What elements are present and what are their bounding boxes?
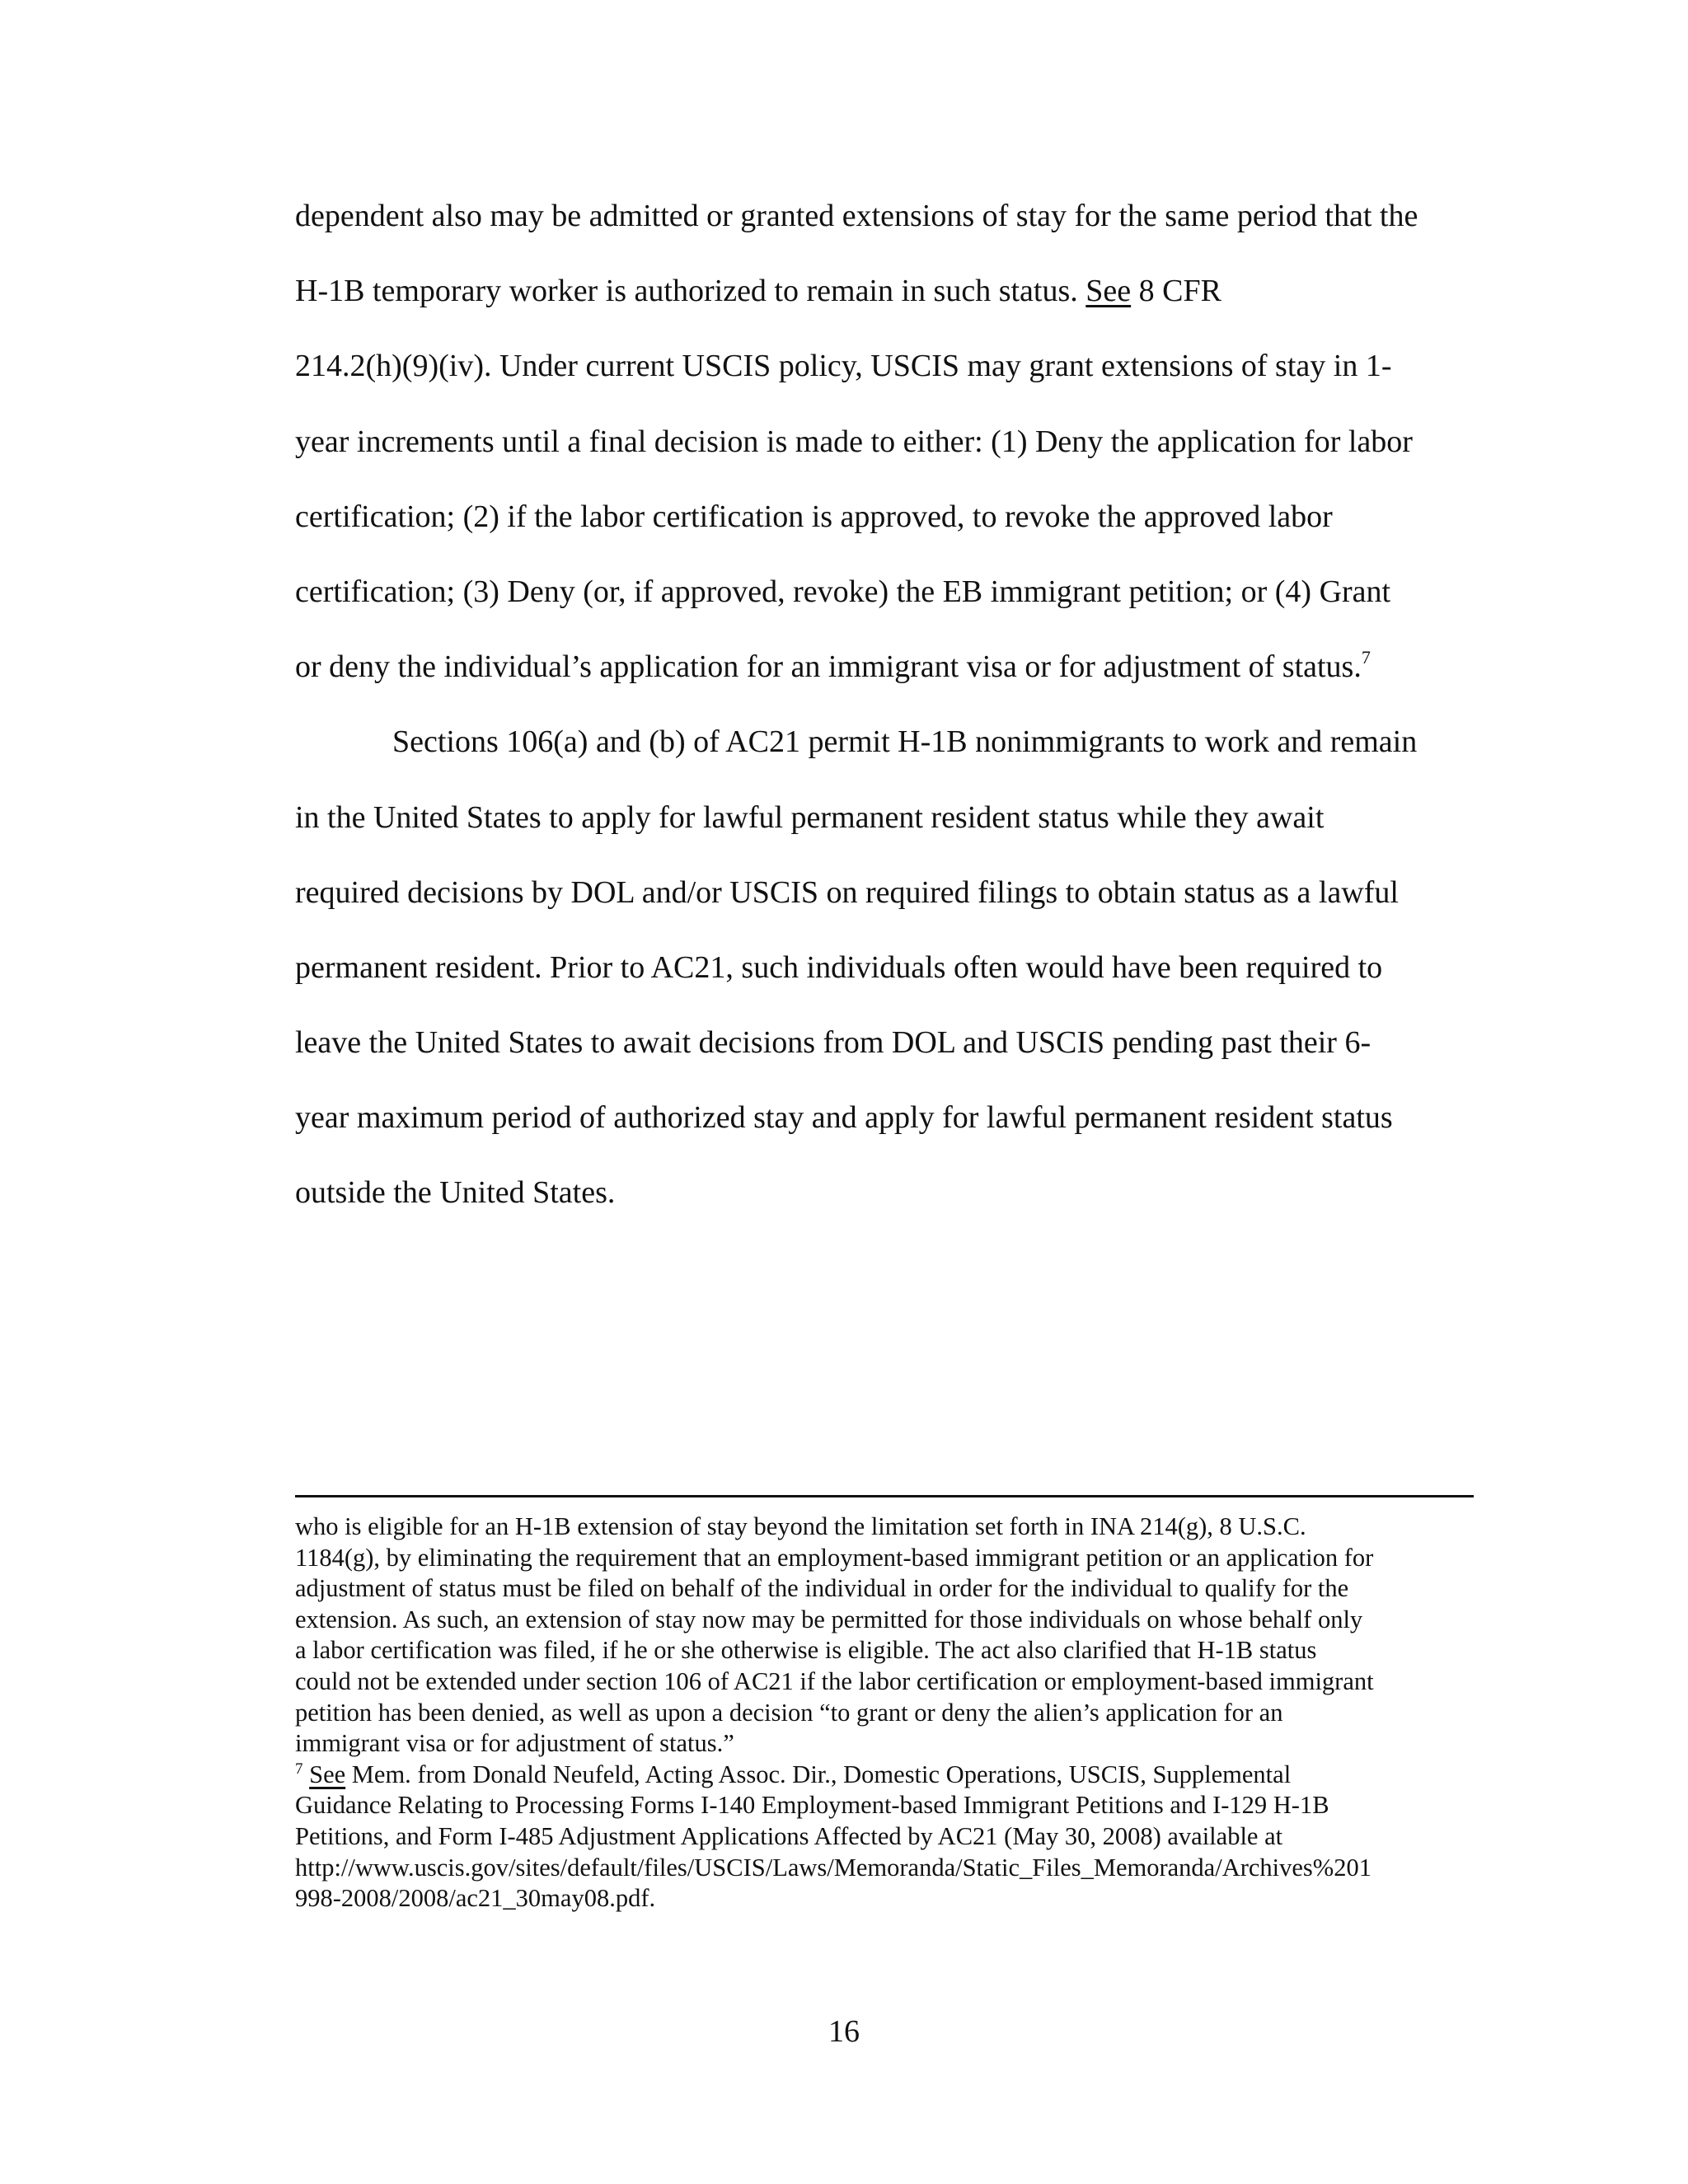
- text-run: 214.2(h)(9)(iv). Under current USCIS policy, USCIS may grant extensions of stay in 1-: [295, 349, 1392, 384]
- body-line: [295, 868, 1474, 943]
- text-run: immigrant visa or for adjustment of status.”: [295, 1729, 734, 1758]
- body-line: [295, 417, 1474, 492]
- see-citation-signal: See: [1085, 274, 1132, 309]
- text-run: year increments until a final decision is made to either: (1) Deny the application for labor: [295, 424, 1413, 459]
- text-run: leave the United States to await decisions from DOL and USCIS pending past their 6-: [295, 1025, 1372, 1061]
- text-run: year maximum period of authorized stay and apply for lawful permanent resident status: [295, 1100, 1393, 1136]
- body-line: [295, 642, 1474, 717]
- text-run: could not be extended under section 106 of AC21 if the labor certification or employment-based immigrant: [295, 1666, 1374, 1695]
- body-line: [295, 717, 1474, 792]
- footnote-line: [295, 1853, 1482, 1884]
- text-run: H-1B temporary worker is authorized to remain in such status.: [295, 274, 1086, 309]
- footnote-line: [295, 1821, 1482, 1853]
- text-run: dependent also may be admitted or granted extensions of stay for the same period that the: [295, 199, 1418, 233]
- body-text: [295, 191, 1474, 1244]
- text-run: extension. As such, an extension of stay now may be permitted for those individuals on whose behalf only: [295, 1605, 1363, 1633]
- body-line: [295, 492, 1474, 567]
- text-run: who is eligible for an H-1B extension of stay beyond the limitation set forth in INA 214(g), 8 U.S.C.: [295, 1512, 1306, 1540]
- text-run: 8 CFR: [1131, 274, 1221, 309]
- footnote-line: [295, 1698, 1482, 1729]
- footnote-line: [295, 1635, 1482, 1666]
- footnote-line: [295, 1790, 1482, 1821]
- text-run: in the United States to apply for lawful permanent resident status while they await: [295, 799, 1325, 835]
- footnote-line: [295, 1728, 1482, 1760]
- footnote-line: [295, 1543, 1482, 1574]
- body-line: [295, 793, 1474, 868]
- footnotes: [295, 1511, 1482, 1915]
- footnote-number: 7: [295, 1760, 303, 1778]
- footnote-line: [295, 1666, 1482, 1698]
- text-run: certification; (3) Deny (or, if approved, revoke) the EB immigrant petition; or (4) Grant: [295, 574, 1391, 609]
- text-run: petition has been denied, as well as upon a decision “to grant or deny the alien’s application for an: [295, 1698, 1283, 1727]
- body-line: [295, 191, 1474, 266]
- text-run: Guidance Relating to Processing Forms I-140 Employment-based Immigrant Petitions and I-129 H-1B: [295, 1791, 1329, 1820]
- footnote-line: [295, 1511, 1482, 1543]
- text-run: outside the United States.: [295, 1175, 616, 1211]
- footnote-separator: [295, 1495, 1474, 1497]
- page-number: 16: [828, 2014, 860, 2049]
- text-run: 1184(g), by eliminating the requirement that an employment-based immigrant petition or an application for: [295, 1543, 1374, 1572]
- text-run: permanent resident. Prior to AC21, such individuals often would have been required to: [295, 949, 1383, 985]
- text-run: certification; (2) if the labor certification is approved, to revoke the approved labor: [295, 499, 1333, 534]
- body-line: [295, 1018, 1474, 1093]
- text-run: or deny the individual’s application for an immigrant visa or for adjustment of status.: [295, 649, 1362, 685]
- body-line: [295, 341, 1474, 416]
- body-line: [295, 567, 1474, 642]
- text-run: Sections 106(a) and (b) of AC21 permit H-1B nonimmigrants to work and remain: [392, 724, 1418, 760]
- text-run: Petitions, and Form I-485 Adjustment Applications Affected by AC21 (May 30, 2008) available at: [295, 1821, 1283, 1850]
- text-run: required decisions by DOL and/or USCIS on required filings to obtain status as a lawful: [295, 874, 1399, 910]
- footnote-line: [295, 1605, 1482, 1636]
- body-line: [295, 1093, 1474, 1168]
- body-line: [295, 266, 1474, 341]
- footnote-reference[interactable]: 7: [1361, 647, 1371, 668]
- body-line: [295, 943, 1474, 1018]
- see-citation-signal: See: [309, 1760, 346, 1788]
- footnote-line: [295, 1760, 1482, 1791]
- body-line: [295, 1168, 1474, 1243]
- text-run: Mem. from Donald Neufeld, Acting Assoc. Dir., Domestic Operations, USCIS, Supplemental: [345, 1760, 1292, 1788]
- text-run: a labor certification was filed, if he or she otherwise is eligible. The act also clarified that H-1B status: [295, 1636, 1317, 1665]
- footnote-line: [295, 1573, 1482, 1605]
- footnote-line: [295, 1883, 1482, 1915]
- text-run: adjustment of status must be filed on behalf of the individual in order for the individual to qualify for the: [295, 1574, 1349, 1603]
- footnote-url[interactable]: 998-2008/2008/ac21_30may08.pdf.: [295, 1884, 656, 1913]
- footnote-url[interactable]: http://www.uscis.gov/sites/default/files/USCIS/Laws/Memoranda/Static_Files_Memoranda/Archives%201: [295, 1853, 1372, 1882]
